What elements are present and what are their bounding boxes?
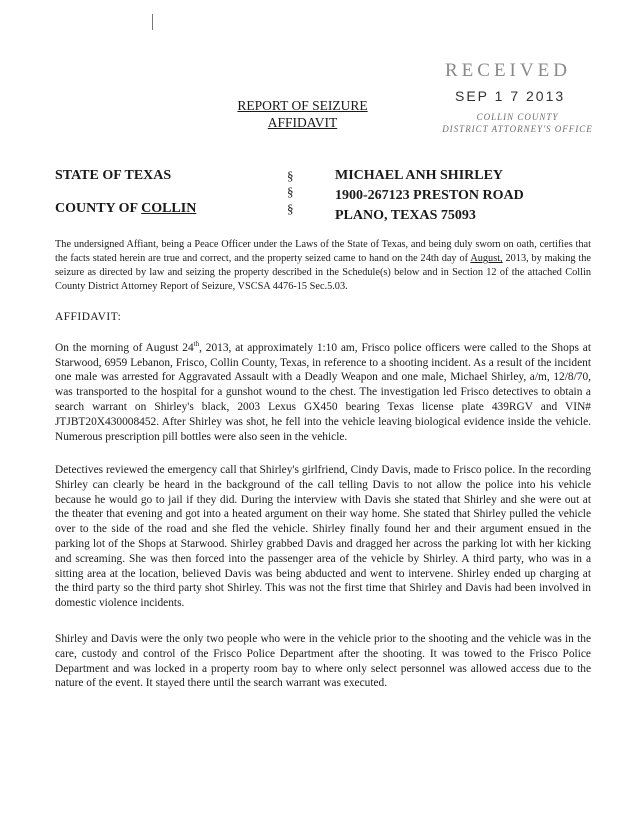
paragraph-3: Shirley and Davis were the only two people who were in the vehicle prior to the shooting and the vehicle was in the care, custody and control of the Frisco Police Department after the shooting. It was towed to the Frisco Police Department and was locked in a property room bay to where only select personnel was allowed access due to the nature of the event. It stayed there until the search warrant was executed. (55, 633, 591, 690)
paragraph-1 (55, 337, 591, 444)
margin-mark (152, 14, 153, 30)
section-symbol-2: § (287, 184, 294, 199)
paragraph-1-rest: , 2013, at approximately 1:10 am, Frisco police officers were called to the Shops at Starwood, 6959 Lebanon, Frisco, Collin County, Texas, in reference to a shooting incident. As a result of the incident one male was arrested for Aggravated Assault with a Deadly Weapon and one male, Michael Shirley, a/m, 12/8/70, was transported to the hospital for a gunshot wound to the chest. The investigation led Frisco detectives to obtain a search warrant on Shirley's black, 2003 Lexus GX450 bearing Texas license plate 439RGV and VIN# JTJBT20X430008452. After Shirley was shot, he fell into the vehicle leaving biological evidence inside the vehicle. Numerous prescription pill bottles were also seen in the vehicle. (55, 341, 591, 443)
stamp-received-text: RECEIVED (445, 60, 571, 81)
section-symbol-3: § (287, 201, 294, 216)
received-stamp (405, 60, 630, 134)
county-label (55, 201, 196, 217)
affidavit-label: AFFIDAVIT: (55, 311, 122, 323)
document-title (215, 97, 390, 131)
state-label: STATE OF TEXAS (55, 168, 172, 183)
stamp-date: SEP 1 7 2013 (455, 88, 566, 104)
title-line-1: REPORT OF SEIZURE (237, 98, 368, 113)
paragraph-1-start: On the morning of August 24 (55, 341, 194, 354)
intro-paragraph (55, 238, 591, 294)
intro-text-after: 2013, by making the seizure as directed by law and seizing the property described in the Schedule(s) below and in Section 12 of the attached Collin County District Attorney Report of Seizure, VSCSA 4476-15 Sec.5.03. (55, 253, 591, 293)
intro-text-before: The undersigned Affiant, being a Peace Officer under the Laws of the State of Texas, and being duly sworn on oath, certifies that the facts stated herein are true and correct, and the property seized came to hand on the 24th day of (55, 239, 591, 265)
intro-month: August, (470, 253, 503, 265)
party-address-line-2: PLANO, TEXAS 75093 (335, 208, 476, 223)
stamp-office: DISTRICT ATTORNEY'S OFFICE (442, 124, 593, 134)
party-block (335, 166, 524, 226)
section-symbol-1: § (287, 168, 294, 183)
paragraph-1-ordinal: th (193, 340, 200, 348)
title-line-2: AFFIDAVIT (267, 115, 338, 130)
paragraph-2: Detectives reviewed the emergency call that Shirley's girlfriend, Cindy Davis, made to Frisco police. In the recording Shirley can clearly be heard in the background of the call telling Davis to not allow the police into his vehicle because he would go to jail if they did. During the interview with Davis she stated that Shirley and she were out at the theater that evening and got into a heated argument on their way home. She stated that Shirley pulled the vehicle over to the side of the road and she fled the vehicle. Shirley finally found her and their argument ensued in the parking lot of the Shops at Starwood. Shirley grabbed Davis and dragged her across the parking lot with her kicking and screaming. She was then forced into the passenger area of the vehicle by Shirley. A third party, who was in a sitting area at the location, believed Davis was being abducted and went to intervene. Shirley ended up charging at the third party so the third party shot Shirley. This was not the first time that Shirley and Davis had been involved in domestic violence incidents. (55, 464, 591, 610)
stamp-county: COLLIN COUNTY (476, 112, 559, 122)
county-name: COLLIN (141, 201, 197, 216)
county-prefix: COUNTY OF (55, 201, 142, 216)
party-name: MICHAEL ANH SHIRLEY (335, 168, 504, 183)
party-address-line-1: 1900-267123 PRESTON ROAD (335, 188, 524, 203)
